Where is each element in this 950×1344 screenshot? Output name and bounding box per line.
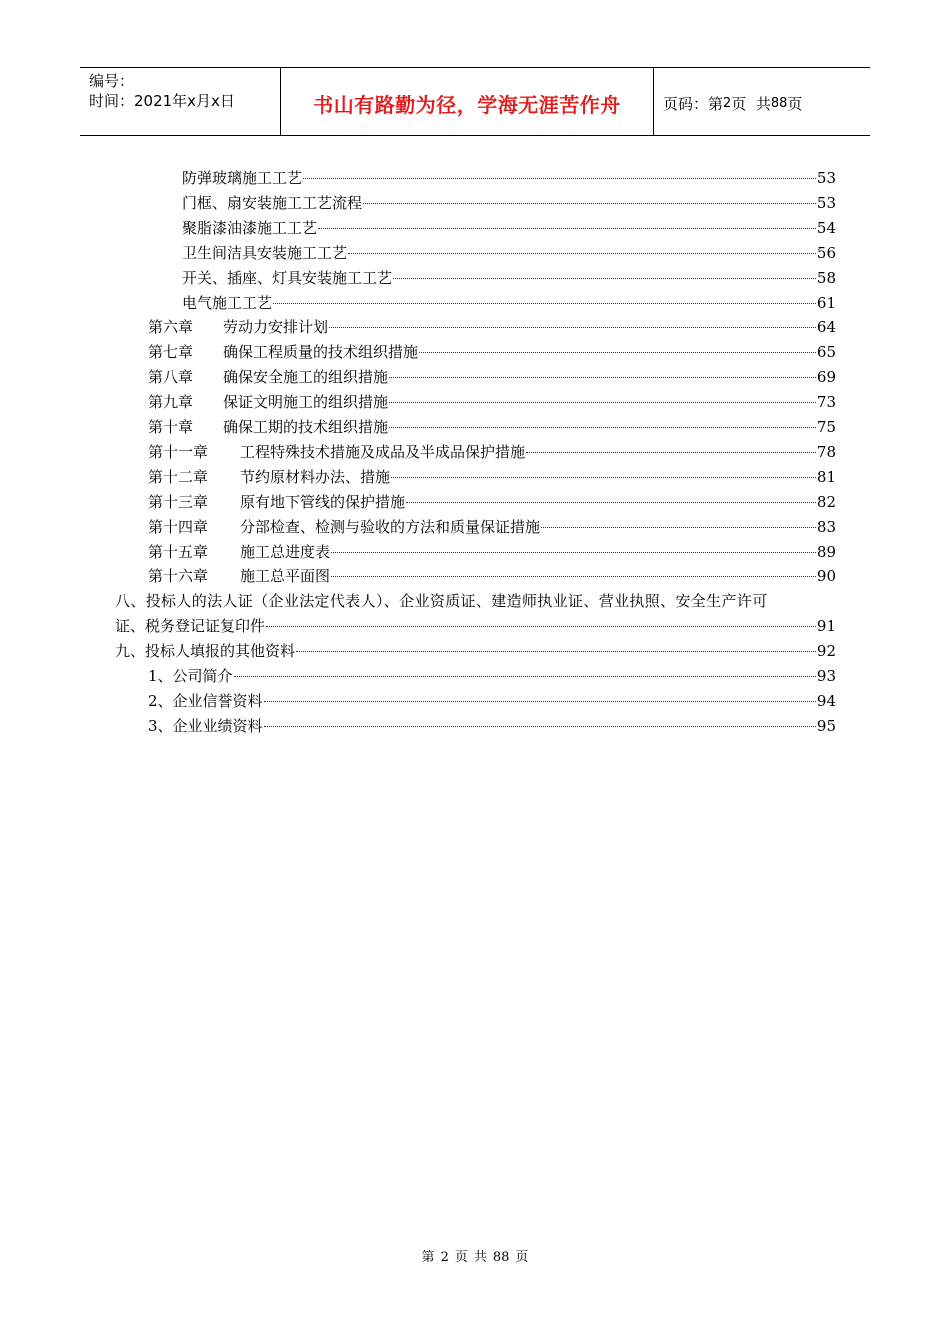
toc-entry-label	[148, 490, 405, 515]
toc-entry-label	[148, 564, 330, 589]
toc-entry-label	[148, 714, 263, 739]
toc-entry-label	[182, 291, 272, 316]
toc-leader-dots	[234, 676, 816, 677]
page-prefix: 页码：第	[663, 95, 724, 113]
toc-leader-dots	[329, 327, 816, 328]
toc-title: 施工总平面图	[240, 567, 331, 586]
chapter-number: 第八章	[148, 368, 194, 387]
toc-title: 2、企业信誉资料	[148, 691, 263, 710]
toc-leader-dots	[303, 178, 816, 179]
toc-page-number: 78	[816, 442, 836, 461]
toc-leader-dots	[273, 303, 816, 304]
chapter-number: 第十一章	[148, 442, 209, 461]
toc-page-number: 58	[816, 268, 836, 287]
toc-title: 确保安全施工的组织措施	[223, 368, 389, 387]
toc-entry-label	[182, 241, 347, 266]
footer-prefix: 第	[421, 1250, 435, 1265]
toc-entry[interactable]	[148, 664, 836, 689]
toc-page-number: 92	[816, 642, 836, 661]
toc-entry-label	[148, 315, 328, 340]
toc-entry-label	[148, 415, 388, 440]
toc-page-number: 73	[816, 393, 836, 412]
toc-page-number: 83	[816, 517, 836, 536]
toc-title: 证、税务登记证复印件	[115, 617, 266, 636]
toc-page-number: 94	[816, 691, 836, 710]
toc-entry[interactable]	[148, 540, 836, 565]
toc-section-8-line1[interactable]: 八、投标人的法人证（企业法定代表人）、企业资质证、建造师执业证、营业执照、安全生产许可	[115, 592, 768, 611]
serial-label: 编号：	[89, 72, 135, 90]
toc-entry-label	[148, 540, 330, 565]
toc-title: 卫生间洁具安装施工工艺	[182, 243, 348, 262]
toc-entry-label	[182, 266, 392, 291]
toc-page-number: 82	[816, 492, 836, 511]
toc-title: 原有地下管线的保护措施	[240, 492, 406, 511]
toc-page-number: 54	[816, 218, 836, 237]
toc-entry-label	[182, 216, 317, 241]
chapter-number: 第十二章	[148, 467, 209, 486]
toc-leader-dots	[419, 352, 816, 353]
toc-title: 节约原材料办法、措施	[240, 467, 391, 486]
toc-entry[interactable]	[148, 365, 836, 390]
toc-title: 1、公司简介	[148, 667, 233, 685]
toc-leader-dots	[393, 278, 816, 279]
page-mid: 页 共	[731, 95, 771, 113]
chapter-number: 第六章	[148, 318, 194, 337]
toc-title: 确保工期的技术组织措施	[223, 418, 389, 436]
toc-title: 确保工程质量的技术组织措施	[223, 343, 419, 362]
toc-entry-label	[148, 515, 540, 540]
toc-entry[interactable]	[182, 241, 836, 266]
toc-leader-dots	[331, 552, 816, 553]
toc-leader-dots	[406, 502, 816, 503]
header-meta	[80, 68, 281, 135]
time-label: 时间：2021年x月x日	[89, 92, 235, 110]
footer-mid1: 页	[454, 1250, 468, 1265]
toc-entry[interactable]	[148, 340, 836, 365]
toc-title: 施工总进度表	[240, 542, 331, 561]
toc-page-number: 65	[816, 343, 836, 362]
toc-page-number: 53	[816, 193, 836, 212]
toc-page-number: 64	[816, 318, 836, 337]
toc-page-number: 61	[816, 293, 836, 312]
toc-title: 工程特殊技术措施及成品及半成品保护措施	[240, 442, 526, 461]
toc-title: 门框、扇安装施工工艺流程	[182, 193, 363, 212]
toc-entry-label	[148, 465, 390, 490]
toc-entry-label	[148, 664, 233, 689]
toc-entry[interactable]	[148, 415, 836, 440]
footer-mid2: 共	[473, 1250, 487, 1265]
header-motto-cell	[281, 68, 654, 135]
toc-page-number: 75	[816, 418, 836, 436]
toc-page-number: 95	[816, 716, 836, 735]
toc-entry[interactable]	[182, 266, 836, 291]
toc-entry[interactable]	[148, 390, 836, 415]
toc-leader-dots	[541, 527, 816, 528]
toc-leader-dots	[363, 203, 816, 204]
toc-leader-dots	[389, 427, 816, 428]
page-total: 88	[770, 96, 788, 111]
toc-leader-dots	[296, 651, 816, 652]
toc-entry[interactable]	[148, 490, 836, 515]
footer-suffix: 页	[515, 1250, 529, 1265]
toc-leader-dots	[266, 626, 816, 627]
toc-page-number: 89	[816, 542, 836, 561]
toc-leader-dots	[264, 726, 816, 727]
toc-title: 防弹玻璃施工工艺	[182, 169, 303, 187]
page-suffix: 页	[787, 95, 803, 113]
chapter-number: 第十六章	[148, 567, 209, 586]
toc-entry[interactable]	[148, 515, 836, 540]
toc-entry-label	[148, 689, 263, 714]
toc-leader-dots	[348, 253, 816, 254]
toc-title: 保证文明施工的组织措施	[223, 393, 389, 412]
toc-page-number: 81	[816, 467, 836, 486]
page-header	[80, 67, 870, 136]
toc-entry[interactable]	[148, 315, 836, 340]
toc-entry[interactable]	[148, 564, 836, 589]
toc-entry[interactable]	[182, 291, 836, 316]
page-footer	[0, 1246, 950, 1265]
toc-entry-label	[148, 440, 525, 465]
toc-entry[interactable]	[182, 166, 836, 191]
toc-entry[interactable]	[148, 440, 836, 465]
toc-leader-dots	[526, 452, 816, 453]
toc-leader-dots	[389, 377, 816, 378]
page-current: 2	[723, 96, 732, 111]
toc-title: 电气施工工艺	[182, 293, 273, 312]
toc-page-number: 93	[816, 667, 836, 685]
toc-leader-dots	[331, 576, 816, 577]
toc-entry-label	[182, 191, 362, 216]
toc-entry[interactable]	[148, 465, 836, 490]
toc-title: 九、投标人填报的其他资料	[115, 642, 296, 661]
toc-leader-dots	[389, 402, 816, 403]
footer-current: 2	[440, 1250, 449, 1265]
toc-entry-label	[148, 340, 418, 365]
toc-entry-label	[148, 365, 388, 390]
toc-entry-label	[148, 390, 388, 415]
header-page-number	[654, 68, 870, 135]
toc-title: 分部检查、检测与验收的方法和质量保证措施	[240, 517, 541, 536]
toc-page-number: 53	[816, 169, 836, 187]
chapter-number: 第十三章	[148, 492, 209, 511]
toc-entry-label	[115, 614, 265, 639]
toc-leader-dots	[391, 477, 816, 478]
toc-page-number: 69	[816, 368, 836, 387]
chapter-number: 第十章	[148, 418, 194, 436]
toc-title: 3、企业业绩资料	[148, 716, 263, 735]
chapter-number: 第九章	[148, 393, 194, 412]
footer-total: 88	[492, 1250, 510, 1265]
toc-page-number: 56	[816, 243, 836, 262]
toc-page-number: 91	[816, 617, 836, 636]
toc-entry-label	[182, 166, 302, 191]
toc-entry[interactable]	[148, 689, 836, 714]
toc-title: 开关、插座、灯具安装施工工艺	[182, 268, 393, 287]
toc-entry[interactable]	[115, 614, 836, 639]
toc-title: 劳动力安排计划	[223, 318, 329, 337]
toc-page-number: 90	[816, 567, 836, 586]
chapter-number: 第十四章	[148, 517, 209, 536]
toc-entry[interactable]	[148, 714, 836, 739]
toc-leader-dots	[318, 228, 816, 229]
toc-entry[interactable]	[182, 216, 836, 241]
toc-title: 聚脂漆油漆施工工艺	[182, 218, 318, 237]
toc-entry-label	[115, 639, 295, 664]
toc-entry[interactable]	[182, 191, 836, 216]
chapter-number: 第七章	[148, 343, 194, 362]
header-motto: 书山有路勤为径，学海无涯苦作舟	[313, 93, 621, 117]
toc-entry[interactable]	[115, 639, 836, 664]
toc-leader-dots	[264, 701, 816, 702]
chapter-number: 第十五章	[148, 542, 209, 561]
